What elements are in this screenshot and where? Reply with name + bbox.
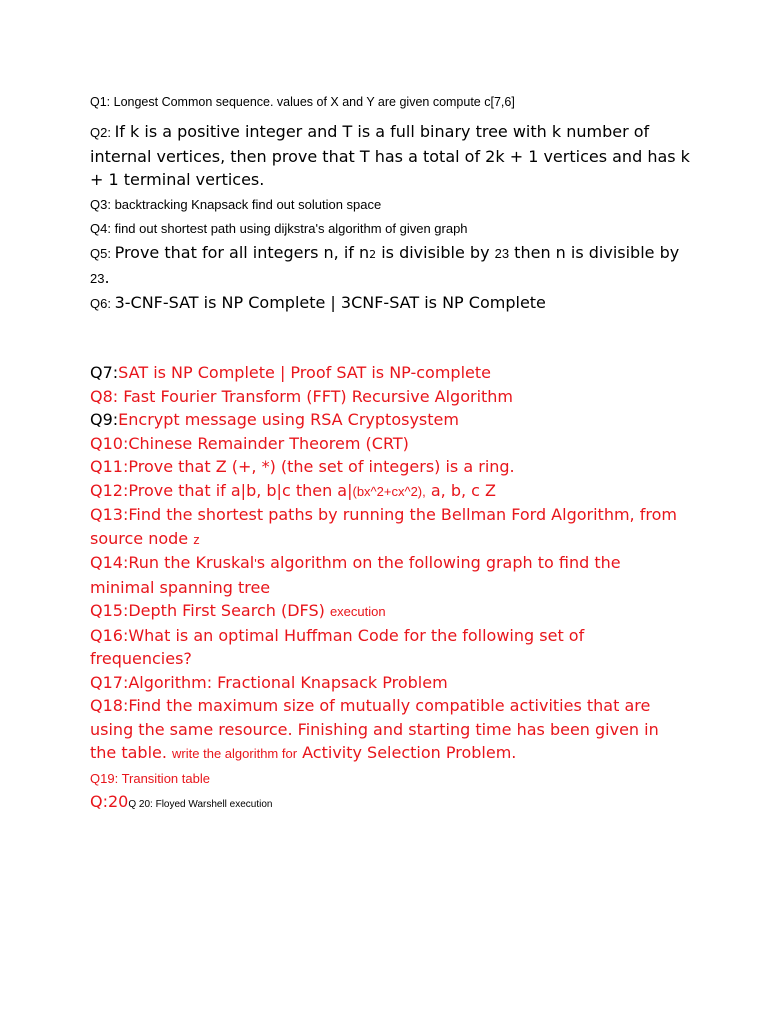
question-6: Q6: 3-CNF-SAT is NP Complete | 3CNF-SAT is NP Complete — [90, 292, 546, 312]
question-11: Q11:Prove that Z (+, *) (the set of integers) is a ring. — [90, 457, 515, 476]
question-12: Q12:Prove that if a|b, b|c then a|(bx^2+cx^2), a, b, c Z — [90, 480, 496, 500]
question-14: Q14:Run the Kruskal's algorithm on the following graph to find the minimal spanning tree — [90, 553, 621, 597]
question-5: Q5: Prove that for all integers n, if n2 is divisible by 23 then n is divisible by 23. — [90, 242, 680, 287]
question-20: Q:20Q 20: Floyed Warshell execution — [90, 792, 273, 811]
question-15: Q15:Depth First Search (DFS) execution — [90, 601, 386, 620]
question-13: Q13:Find the shortest paths by running the Bellman Ford Algorithm, from source node z — [90, 505, 677, 548]
question-18: Q18:Find the maximum size of mutually compatible activities that are using the same resource. Finishing and starting time has been given in the table. write the algorithm for Activity Selection Problem. — [90, 696, 659, 762]
question-4: Q4: find out shortest path using dijkstra's algorithm of given graph — [90, 221, 468, 236]
question-8: Q8: Fast Fourier Transform (FFT) Recursive Algorithm — [90, 386, 514, 406]
question-2: Q2: If k is a positive integer and T is a full binary tree with k number of internal vertices, then prove that T has a total of 2k + 1 vertices and has k + 1 terminal vertices. — [90, 122, 690, 189]
question-3: Q3: backtracking Knapsack find out solution space — [90, 196, 382, 212]
question-9: Q9:Encrypt message using RSA Cryptosystem — [90, 410, 459, 429]
question-7: Q7:SAT is NP Complete | Proof SAT is NP-complete — [90, 363, 491, 382]
question-list — [90, 92, 690, 817]
spacer — [90, 315, 690, 361]
question-19: Q19: Transition table — [90, 770, 210, 786]
question-1: Q1: Longest Common sequence. values of X and Y are given compute c[7,6] — [90, 95, 515, 109]
question-16: Q16:What is an optimal Huffman Code for the following set of frequencies? — [90, 625, 585, 668]
question-10: Q10:Chinese Remainder Theorem (CRT) — [90, 433, 409, 453]
question-17: Q17:Algorithm: Fractional Knapsack Problem — [90, 672, 448, 692]
